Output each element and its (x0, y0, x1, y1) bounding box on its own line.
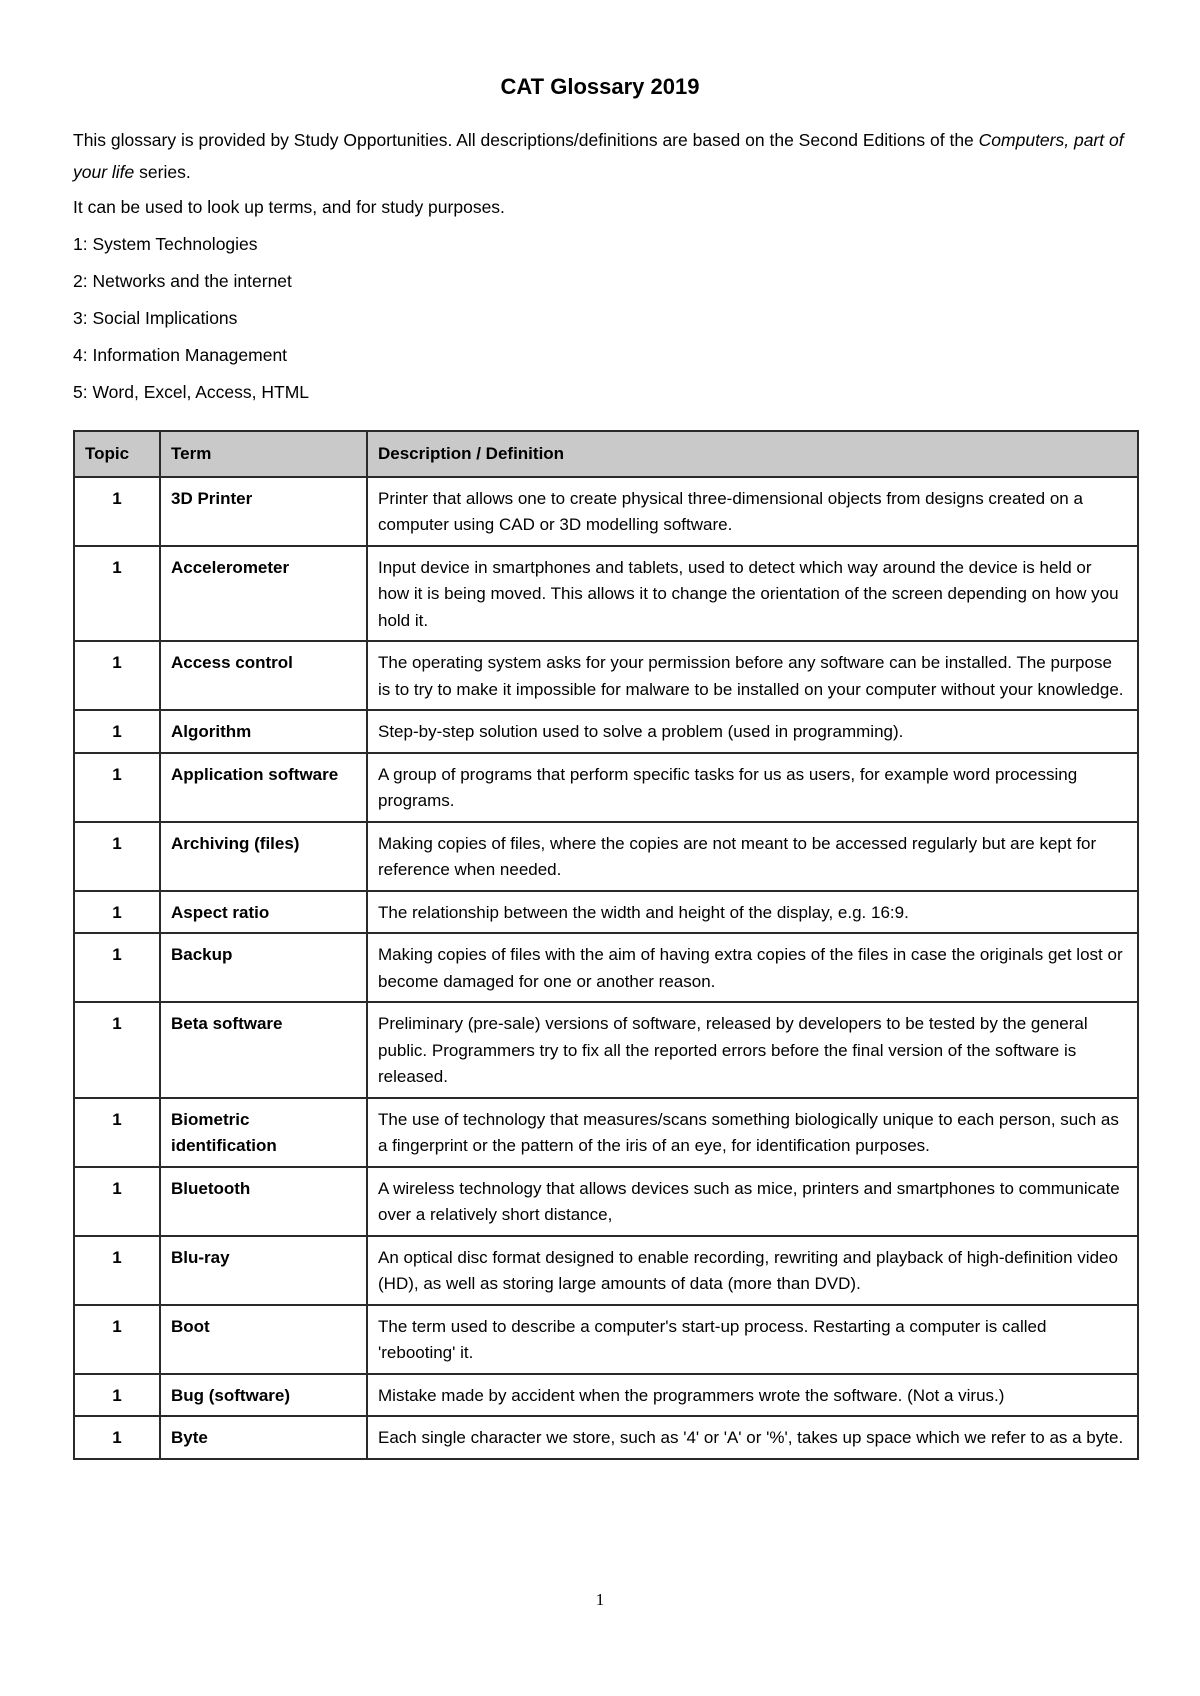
topic-number: 2: (73, 271, 88, 291)
topic-number: 3: (73, 308, 88, 328)
table-row (74, 710, 1138, 753)
table-row (74, 753, 1138, 822)
topic-cell: 1 (74, 710, 160, 753)
term-cell: Accelerometer (160, 546, 367, 642)
topic-cell: 1 (74, 477, 160, 546)
description-cell: Each single character we store, such as '4' or 'A' or '%', takes up space which we refer to as a byte. (367, 1416, 1138, 1459)
header-term: Term (160, 431, 367, 477)
term-cell: Application software (160, 753, 367, 822)
page-title: CAT Glossary 2019 (500, 74, 700, 99)
table-row (74, 1002, 1138, 1098)
term-cell: Blu-ray (160, 1236, 367, 1305)
table-row (74, 1416, 1138, 1459)
term-cell: Bug (software) (160, 1374, 367, 1417)
term-cell: Access control (160, 641, 367, 710)
topic-line (73, 340, 1143, 370)
description-cell: Step-by-step solution used to solve a problem (used in programming). (367, 710, 1138, 753)
topic-cell: 1 (74, 1098, 160, 1167)
term-cell: Byte (160, 1416, 367, 1459)
table-row (74, 546, 1138, 642)
topic-name: System Technologies (92, 234, 258, 254)
topic-cell: 1 (74, 1236, 160, 1305)
term-cell: Aspect ratio (160, 891, 367, 934)
header-topic: Topic (74, 431, 160, 477)
description-cell: Mistake made by accident when the programmers wrote the software. (Not a virus.) (367, 1374, 1138, 1417)
description-cell: An optical disc format designed to enable recording, rewriting and playback of high-definition video (HD), as well as storing large amounts of data (more than DVD). (367, 1236, 1138, 1305)
header-row (74, 431, 1138, 477)
page-number: 1 (595, 1590, 605, 1609)
description-cell: Preliminary (pre-sale) versions of software, released by developers to be tested by the general public. Programmers try to fix all the reported errors before the final version of the software is released. (367, 1002, 1138, 1098)
description-cell: The term used to describe a computer's start-up process. Restarting a computer is called 'rebooting' it. (367, 1305, 1138, 1374)
term-cell: Boot (160, 1305, 367, 1374)
table-row (74, 1167, 1138, 1236)
description-cell: The operating system asks for your permission before any software can be installed. The purpose is to try to make it impossible for malware to be installed on your computer without your knowledge. (367, 641, 1138, 710)
table-row (74, 822, 1138, 891)
header-description: Description / Definition (367, 431, 1138, 477)
topic-name: Social Implications (92, 308, 238, 328)
table-row (74, 477, 1138, 546)
topic-cell: 1 (74, 753, 160, 822)
term-cell: Beta software (160, 1002, 367, 1098)
intro-paragraph (73, 124, 1143, 188)
description-cell: Input device in smartphones and tablets, used to detect which way around the device is held or how it is being moved. This allows it to change the orientation of the screen depending on how you hold it. (367, 546, 1138, 642)
topic-name: Networks and the internet (92, 271, 292, 291)
topic-number: 1: (73, 234, 88, 254)
topic-line (73, 377, 1143, 407)
description-cell: A wireless technology that allows devices such as mice, printers and smartphones to communicate over a relatively short distance, (367, 1167, 1138, 1236)
term-cell: Archiving (files) (160, 822, 367, 891)
topic-cell: 1 (74, 1167, 160, 1236)
intro-text-start: This glossary is provided by Study Opportunities. All descriptions/definitions are based on the Second Editions of the (73, 130, 979, 150)
intro-usage-line: It can be used to look up terms, and for study purposes. (73, 197, 505, 217)
description-cell: Making copies of files with the aim of having extra copies of the files in case the originals get lost or become damaged for one or another reason. (367, 933, 1138, 1002)
description-cell: Making copies of files, where the copies are not meant to be accessed regularly but are kept for reference when needed. (367, 822, 1138, 891)
topic-number: 5: (73, 382, 88, 402)
term-cell: Backup (160, 933, 367, 1002)
description-cell: A group of programs that perform specific tasks for us as users, for example word processing programs. (367, 753, 1138, 822)
topic-cell: 1 (74, 546, 160, 642)
topic-name: Word, Excel, Access, HTML (92, 382, 310, 402)
term-cell: Algorithm (160, 710, 367, 753)
topic-line (73, 229, 1143, 259)
topic-cell: 1 (74, 641, 160, 710)
table-row (74, 933, 1138, 1002)
intro-text-end: series. (134, 162, 191, 182)
topic-cell: 1 (74, 1002, 160, 1098)
glossary-table (73, 430, 1139, 1460)
topic-cell: 1 (74, 1374, 160, 1417)
series-title: Computers, part of your life (73, 130, 1124, 182)
table-row (74, 1374, 1138, 1417)
intro-section (73, 124, 1143, 414)
topic-line (73, 303, 1143, 333)
table-row (74, 891, 1138, 934)
description-cell: Printer that allows one to create physical three-dimensional objects from designs created on a computer using CAD or 3D modelling software. (367, 477, 1138, 546)
topic-cell: 1 (74, 1305, 160, 1374)
topic-number: 4: (73, 345, 88, 365)
topic-cell: 1 (74, 891, 160, 934)
table-row (74, 641, 1138, 710)
table-row (74, 1236, 1138, 1305)
term-cell: 3D Printer (160, 477, 367, 546)
table-body (74, 477, 1138, 1459)
topic-name: Information Management (92, 345, 288, 365)
topic-cell: 1 (74, 933, 160, 1002)
description-cell: The relationship between the width and height of the display, e.g. 16:9. (367, 891, 1138, 934)
term-cell: Bluetooth (160, 1167, 367, 1236)
topic-cell: 1 (74, 822, 160, 891)
table-header (74, 431, 1138, 477)
table-row (74, 1098, 1138, 1167)
topic-cell: 1 (74, 1416, 160, 1459)
term-cell: Biometric identification (160, 1098, 367, 1167)
topic-line (73, 266, 1143, 296)
description-cell: The use of technology that measures/scans something biologically unique to each person, such as a fingerprint or the pattern of the iris of an eye, for identification purposes. (367, 1098, 1138, 1167)
table-row (74, 1305, 1138, 1374)
